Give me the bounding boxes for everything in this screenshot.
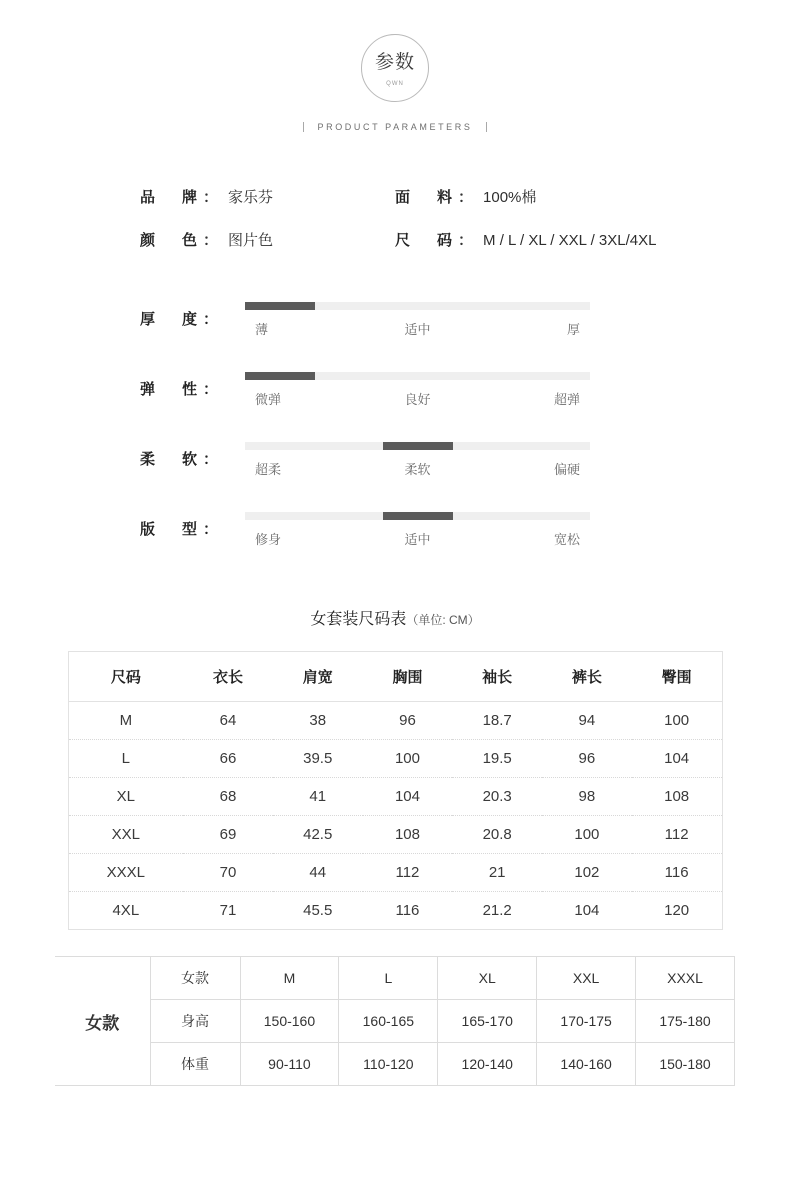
table-cell: 110-120	[339, 1043, 438, 1086]
table-cell: 20.3	[452, 778, 542, 816]
slider-label-text: 版 型	[140, 521, 204, 538]
attribute-sliders	[0, 302, 790, 564]
table-header-cell: 裤长	[542, 652, 632, 702]
table-cell: 116	[395, 902, 420, 919]
slider-label-colon: ：	[203, 521, 219, 538]
table-cell: 140-160	[537, 1043, 636, 1086]
parameters-badge	[361, 34, 429, 102]
table-cell: 42.5	[273, 816, 363, 854]
table-cell: XXXL	[636, 957, 735, 1000]
table-cell: 160-165	[339, 1000, 438, 1043]
table-header-row	[69, 652, 722, 702]
slider-tick: 适中	[404, 322, 431, 337]
table-cell: 66	[183, 740, 273, 778]
slider-fill	[245, 302, 315, 310]
slider-label-text: 厚 度	[140, 311, 204, 328]
table-header-cell: 袖长	[452, 652, 542, 702]
slider-label	[140, 302, 245, 329]
slider-tick: 修身	[255, 532, 282, 547]
slider-fill	[383, 512, 453, 520]
parameter-colon: ：	[203, 189, 219, 206]
slider-track	[245, 512, 590, 520]
table-header-cell: 胸围	[363, 652, 453, 702]
divider-right	[486, 122, 487, 132]
parameter-colon: ：	[458, 189, 474, 206]
size-chart-unit: （单位: CM）	[406, 613, 480, 627]
size-chart-title-text: 女套装尺码表	[310, 611, 407, 628]
table-row	[69, 892, 722, 930]
parameter-colon: ：	[458, 232, 474, 249]
slider-tick: 适中	[404, 532, 431, 547]
table-cell: L	[339, 957, 438, 1000]
slider-tick: 偏硬	[553, 462, 580, 477]
table-cell: 102	[542, 854, 632, 892]
table-cell: 104	[574, 902, 600, 919]
slider-ticks	[245, 459, 590, 478]
parameter-label: 尺 码	[395, 232, 459, 249]
table-cell: 38	[273, 702, 363, 740]
parameter-value: 家乐芬	[228, 189, 274, 206]
table-cell: XXL	[69, 816, 184, 854]
slider-label-text: 弹 性	[140, 381, 204, 398]
table-cell: 69	[183, 816, 273, 854]
slider-ticks	[245, 529, 590, 548]
table-cell: XXL	[537, 957, 636, 1000]
badge-subtitle: QWN	[386, 81, 404, 87]
table-header-cell: 尺码	[69, 652, 184, 702]
table-cell: 120-140	[438, 1043, 537, 1086]
slider-tick: 厚	[566, 322, 580, 337]
table-cell: 68	[183, 778, 273, 816]
table-header-cell: 肩宽	[273, 652, 363, 702]
table-cell: XL	[438, 957, 537, 1000]
slider-label	[140, 442, 245, 469]
parameter-label: 品 牌	[140, 189, 204, 206]
table-cell: 71	[219, 902, 237, 919]
slider-track	[245, 372, 590, 380]
table-cell: 18.7	[452, 702, 542, 740]
slider-elasticity	[140, 372, 790, 424]
parameter-value: 图片色	[228, 232, 274, 249]
table-cell: 175-180	[636, 1000, 735, 1043]
slider-label	[140, 512, 245, 539]
table-row	[55, 1043, 735, 1086]
table-row	[55, 957, 735, 1000]
slider-tick: 柔软	[404, 462, 431, 477]
table-cell: 70	[183, 854, 273, 892]
table-cell: 90-110	[240, 1043, 339, 1086]
parameter-material	[395, 186, 536, 207]
slider-track	[245, 442, 590, 450]
table-row	[69, 816, 722, 854]
slider-fill	[383, 442, 453, 450]
slider-label-colon: ：	[203, 381, 219, 398]
table-cell: 39.5	[273, 740, 363, 778]
table-cell: 108	[363, 816, 453, 854]
table-cell: 100	[632, 702, 722, 740]
slider-tick: 良好	[404, 392, 431, 407]
table-cell: XXXL	[69, 854, 184, 892]
parameter-brand	[140, 186, 395, 207]
page-header	[0, 0, 790, 132]
parameter-color	[140, 229, 395, 250]
slider-tick: 超柔	[255, 462, 282, 477]
parameter-size	[395, 229, 656, 250]
slider-tick: 微弹	[255, 392, 282, 407]
slider-label	[140, 372, 245, 399]
recommendation-table-container	[55, 956, 735, 1086]
table-cell: 94	[542, 702, 632, 740]
parameter-colon: ：	[203, 232, 219, 249]
parameter-value: 100%棉	[483, 189, 537, 206]
parameter-row	[140, 186, 790, 207]
table-cell: 104	[632, 740, 722, 778]
table-cell: 150-160	[240, 1000, 339, 1043]
table-cell: 170-175	[537, 1000, 636, 1043]
subtitle-text: PRODUCT PARAMETERS	[317, 122, 473, 132]
size-table	[69, 652, 722, 929]
table-cell: 64	[183, 702, 273, 740]
slider-fill	[245, 372, 315, 380]
slider-label-text: 柔 软	[140, 451, 204, 468]
table-cell: 112	[632, 816, 722, 854]
recommendation-corner-label: 女款	[55, 957, 150, 1086]
table-header-cell: 衣长	[183, 652, 273, 702]
recommendation-row-label: 体重	[150, 1043, 240, 1086]
slider-tick: 宽松	[553, 532, 580, 547]
table-cell: 120	[664, 902, 690, 919]
slider-tick: 薄	[255, 322, 269, 337]
slider-label-colon: ：	[203, 451, 219, 468]
table-cell: 96	[542, 740, 632, 778]
table-cell: 21	[452, 854, 542, 892]
table-cell: 21.2	[482, 902, 512, 919]
table-cell: 116	[632, 854, 722, 892]
table-row	[69, 740, 722, 778]
recommendation-row-label: 女款	[150, 957, 240, 1000]
table-row	[69, 854, 722, 892]
slider-ticks	[245, 389, 590, 408]
table-cell: 108	[632, 778, 722, 816]
table-cell: 44	[273, 854, 363, 892]
parameter-value: M / L / XL / XXL / 3XL/4XL	[483, 232, 657, 249]
table-cell: 112	[363, 854, 453, 892]
table-cell: 165-170	[438, 1000, 537, 1043]
table-cell: 45.5	[303, 902, 333, 919]
slider-ticks	[245, 319, 590, 338]
slider-label-colon: ：	[203, 311, 219, 328]
table-cell: M	[240, 957, 339, 1000]
divider-left	[303, 122, 304, 132]
table-header-cell: 臀围	[632, 652, 722, 702]
slider-tick: 超弹	[553, 392, 580, 407]
size-table-container	[68, 651, 723, 930]
table-cell: 150-180	[636, 1043, 735, 1086]
table-cell: 96	[363, 702, 453, 740]
table-cell: 100	[542, 816, 632, 854]
product-parameters-subtitle	[0, 122, 790, 132]
table-cell: 104	[363, 778, 453, 816]
parameter-row	[140, 229, 790, 250]
table-cell: 4XL	[112, 902, 140, 919]
badge-title: 参数	[374, 52, 415, 73]
table-cell: XL	[69, 778, 184, 816]
table-row	[69, 778, 722, 816]
table-cell: 19.5	[452, 740, 542, 778]
slider-thickness	[140, 302, 790, 354]
slider-body	[245, 372, 590, 408]
slider-body	[245, 442, 590, 478]
slider-body	[245, 302, 590, 338]
size-chart-title	[0, 606, 790, 629]
table-cell: L	[69, 740, 184, 778]
parameter-label: 面 料	[395, 189, 459, 206]
table-cell: M	[69, 702, 184, 740]
recommendation-table	[55, 956, 735, 1086]
table-row	[69, 702, 722, 740]
parameters-list	[0, 186, 790, 250]
slider-fit	[140, 512, 790, 564]
slider-body	[245, 512, 590, 548]
recommendation-row-label: 身高	[150, 1000, 240, 1043]
table-cell: 20.8	[452, 816, 542, 854]
parameter-label: 颜 色	[140, 232, 204, 249]
table-row	[55, 1000, 735, 1043]
slider-softness	[140, 442, 790, 494]
slider-track	[245, 302, 590, 310]
table-cell: 98	[542, 778, 632, 816]
table-cell: 41	[273, 778, 363, 816]
table-cell: 100	[363, 740, 453, 778]
